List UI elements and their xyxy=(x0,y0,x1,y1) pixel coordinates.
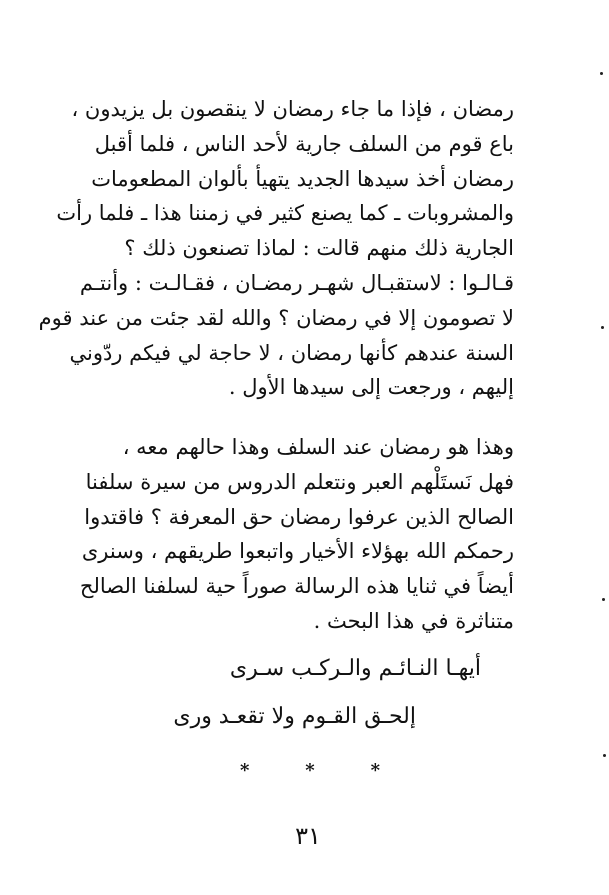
text-line: رمضان ، فإذا ما جاء رمضان لا ينقصون بل يزيدون ، xyxy=(71,97,514,121)
text-line: قـالـوا : لاستقبـال شهـر رمضـان ، فقـالـت : وأنتـم xyxy=(79,270,514,295)
text-line: رحمكم الله بهؤلاء الأخيار واتبعوا طريقهم ، وسنرى xyxy=(81,539,514,564)
text-line: رمضان أخذ سيدها الجديد يتهيأ بألوان المطعومات xyxy=(91,166,514,191)
text-line: الجارية ذلك منهم قالت : لماذا تصنعون ذلك ؟ xyxy=(124,236,514,261)
text-line: وهذا هو رمضان عند السلف وهذا حالهم معه ، xyxy=(122,435,514,459)
scan-artifact xyxy=(603,754,606,757)
asterisk-icon: * xyxy=(305,760,315,781)
text-line: أيضاً في ثنايا هذه الرسالة صوراً حية لسلفنا الصالح xyxy=(79,574,514,599)
asterisk-icon: * xyxy=(370,760,380,781)
text-line: إليهم ، ورجعت إلى سيدها الأول . xyxy=(228,375,514,400)
text-line: متناثرة في هذا البحث . xyxy=(313,608,514,633)
scan-artifact xyxy=(601,326,604,329)
poem-verse-2: إلحـق القـوم ولا تقعـد ورى xyxy=(173,704,416,729)
scan-artifact xyxy=(602,598,605,601)
paragraph-2 xyxy=(79,430,514,639)
scan-artifact xyxy=(600,72,603,75)
section-separator xyxy=(240,760,380,781)
text-line: لا تصومون إلا في رمضان ؟ والله لقد جئت من عند قوم xyxy=(38,305,514,330)
page-number: ٣١ xyxy=(295,822,321,850)
text-line: والمشروبات ـ كما يصنع كثير في زمننا هذا ـ فلما رأت xyxy=(56,201,514,226)
text-line: الصالح الذين عرفوا رمضان حق المعرفة ؟ فاقتدوا xyxy=(84,504,514,529)
text-line: السنة عندهم كأنها رمضان ، لا حاجة لي فيكم ردّوني xyxy=(69,340,514,365)
asterisk-icon: * xyxy=(240,760,250,781)
poem-verse-1: أيهـا النـائـم والـركـب سـرى xyxy=(229,656,481,681)
text-line: باع قوم من السلف جارية لأحد الناس ، فلما أقبل xyxy=(94,131,514,156)
paragraph-1 xyxy=(38,92,514,405)
text-line: فهل نَستَلْهم العبر ونتعلم الدروس من سيرة سلفنا xyxy=(85,469,514,494)
